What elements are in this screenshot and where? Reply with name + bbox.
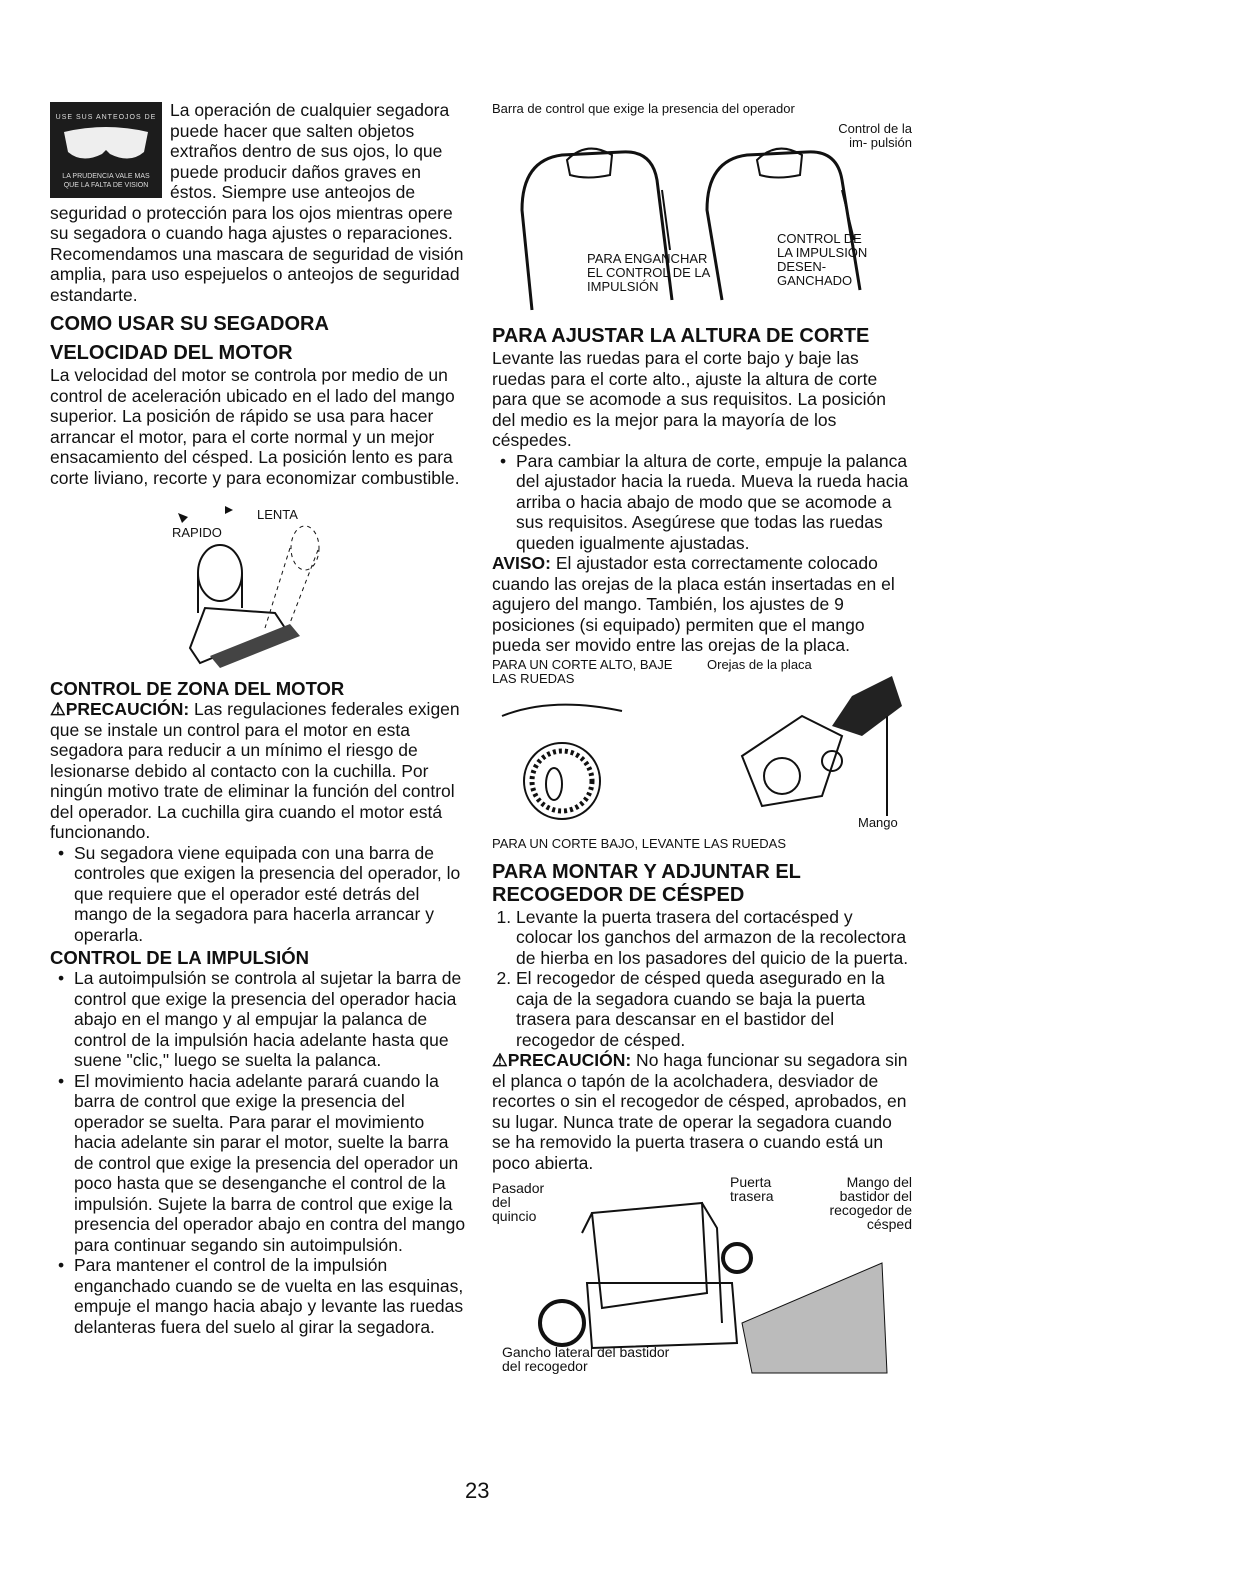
drive-control-label: Control de la im- pulsión <box>838 121 912 150</box>
heading-drive-control: CONTROL DE LA IMPULSIÓN <box>50 947 309 968</box>
list-item: • Su segadora viene equipada con una barra de controles que exigen la presencia del operador, lo que requiere que el operador esté detrás del mango de la segadora para hacerla arrancar y operarla. <box>74 843 470 946</box>
catcher-warning-text: No haga funcionar su segadora sin el planca o tapón de la acolchadera, desviador de recortes o sin el recogedor de césped, aprobados, en su lugar. Nunca trate de operar la segadora cuando se ha removido la puerta trasera o cuando está un poco abierta. <box>492 1050 908 1173</box>
zone-warning-label: PRECAUCIÓN: <box>65 699 190 719</box>
disengaged-label: CONTROL DE LA IMPULSIÓN DESEN- GANCHADO <box>777 231 868 288</box>
drive-bullet-list <box>50 968 470 1337</box>
engage-label: PARA ENGANCHAR EL CONTROL DE LA IMPULSIÓN <box>587 251 710 294</box>
rear-door-label: Puerta trasera <box>730 1174 774 1204</box>
catcher-figure <box>492 1173 912 1383</box>
heading-engine-speed: VELOCIDAD DEL MOTOR <box>50 342 293 364</box>
notice-label: AVISO: <box>492 553 551 573</box>
badge-top-text: USE SUS ANTEOJOS DE <box>55 114 157 121</box>
page-number: 23 <box>465 1478 490 1503</box>
mango-label: Mango <box>858 814 898 830</box>
list-item: • La autoimpulsión se controla al sujetar la barra de control que exige la presencia del operador hacia abajo en el mango y al empujar la palanca de control de la impulsión hacia adelante hasta que suene "clic," luego se suelta la palanca. <box>74 968 470 1071</box>
plate-ears-label: Orejas de la placa <box>707 656 812 672</box>
left-column <box>50 100 470 1337</box>
list-item: • Para cambiar la altura de corte, empuje la palanca del ajustador hacia la rueda. Mueva la rueda hacia arriba o hacia abajo de modo que se acomode a sus requisitos. Asegúrese que todas las ruedas queden igualmente ajustadas. <box>516 451 912 554</box>
heading-engine-zone-control: CONTROL DE ZONA DEL MOTOR <box>50 678 345 699</box>
pin-label: Pasador del quincio <box>492 1180 545 1224</box>
warning-icon: ⚠ <box>50 699 66 719</box>
safety-intro: La operación de cualquier segadora puede hacer que salten objetos extraños dentro de sus ojos, lo que puede producir daños graves en éstos. Siempre use anteojos de seguridad o protección para los ojos mientras opere su segadora o cuando haga ajustes o reparaciones. Recomendamos una mascara de seguridad de visión amplia, para uso espejuelos o anteojos de seguridad estandarte. <box>50 100 464 305</box>
high-cut-label: PARA UN CORTE ALTO, BAJE LAS RUEDAS <box>492 656 673 686</box>
height-bullet-list <box>492 451 912 554</box>
heading-use-mower: COMO USAR SU SEGADORA <box>50 313 329 335</box>
handle-fig-top-label: Barra de control que exige la presencia del operador <box>492 101 795 116</box>
notice-text: El ajustador esta correctamente colocado cuando las orejas de la placa están insertadas en el agujero del mango. También, los ajustes de 9 posiciones (si equipado) permiten que el mango pueda ser movido entre las orejas de la placa. <box>492 553 895 655</box>
zone-warning-text: Las regulaciones federales exigen que se instale un control para el motor en esta segadora para reducir a un mínimo el riesgo de lesionarse debido al contacto con la cuchilla. Por ningún motivo trate de eliminar la función del control del operador. La cuchilla gira cuando el motor está funcionando. <box>50 699 460 842</box>
catcher-steps <box>492 907 912 1051</box>
list-item: • El movimiento hacia adelante parará cuando la barra de control que exige la presencia del operador se suelta. Para parar el movimiento hacia adelante sin parar el motor, suelte la barra de control que exige la presencia del operador un poco hasta que se desenganche el control de la impulsión. Sujete la barra de control que exige la presencia del operador abajo en contra del mango para continuar segando sin autoimpulsión. <box>74 1071 470 1256</box>
list-item: 1. Levante la puerta trasera del cortacésped y colocar los ganchos del armazon de la recolectora de hierba en los pasadores del quicio de la puerta. <box>516 907 912 969</box>
handle-figure <box>492 100 912 325</box>
frame-handle-label: Mango del bastidor del recogedor de césped <box>829 1174 912 1232</box>
list-item: • Para mantener el control de la impulsión enganchado cuando se de vuelta en las esquinas, empuje el mango hacia abajo y levante las ruedas delanteras fuera del suelo al girar la segadora. <box>74 1255 470 1337</box>
badge-bottom-text: LA PRUDENCIA VALE MAS QUE LA FALTA DE VISION <box>62 173 150 189</box>
side-hook-label: Gancho lateral del bastidor del recogedor <box>502 1344 670 1374</box>
catcher-warning-label: PRECAUCIÓN: <box>507 1050 632 1070</box>
heading-grass-catcher: PARA MONTAR Y ADJUNTAR EL RECOGEDOR DE CÉSPED <box>492 860 801 906</box>
safety-glasses-badge <box>50 102 162 198</box>
right-column <box>492 100 912 1383</box>
low-cut-label: PARA UN CORTE BAJO, LEVANTE LAS RUEDAS <box>492 835 787 851</box>
engine-speed-text: La velocidad del motor se controla por medio de un control de aceleración ubicado en el lado del mango superior. La posición de rápido se usa para hacer arrancar el motor, para el corte normal y un mejor ensacamiento del césped. La posición lento es para corte liviano, recorte y para economizar combustible. <box>50 365 460 488</box>
heading-cut-height: PARA AJUSTAR LA ALTURA DE CORTE <box>492 325 870 347</box>
throttle-figure <box>50 488 470 678</box>
list-item: 2. El recogedor de césped queda asegurado en la caja de la segadora cuando se baja la puerta trasera para descansar en el bastidor del recogedor de césped. <box>516 968 912 1050</box>
throttle-slow-label: LENTA <box>257 507 298 522</box>
cut-height-text: Levante las ruedas para el corte bajo y baje las ruedas para el corte alto., ajuste la altura de corte para que se acomode a sus requisitos. La posición del medio es la mejor para la mayoría de los céspedes. <box>492 348 886 450</box>
wheel-figure <box>492 656 912 836</box>
throttle-fast-label: RAPIDO <box>172 525 222 540</box>
warning-icon: ⚠ <box>492 1050 508 1070</box>
zone-bullet-list <box>50 843 470 946</box>
